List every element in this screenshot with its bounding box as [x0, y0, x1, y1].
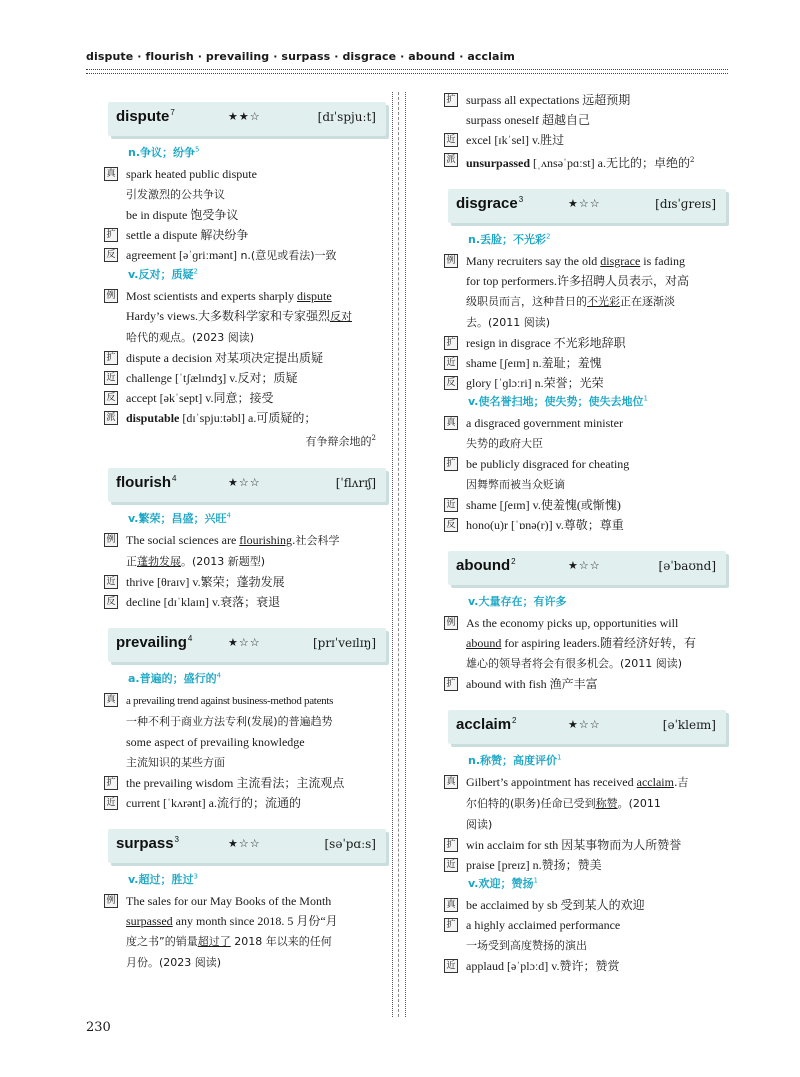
antonym-line: 反 hono(u)r [ˈɒnə(r)] v.尊敬；尊重 [444, 515, 724, 535]
sense-label: v.欢迎；赞扬$^1$ [468, 876, 538, 890]
difficulty-stars: ★☆☆ [568, 196, 601, 210]
headword: abound$^2$ [456, 556, 516, 574]
example-line: surpassed any month since 2018. 5 月份“月 [126, 913, 338, 928]
example-line: 哈代的观点。(2023 阅读) [126, 331, 255, 344]
entry-surpass-continued [444, 90, 724, 173]
entry-abound [444, 551, 724, 694]
tag-jin: 近 [444, 959, 458, 973]
example-line: 度之书”的销量超过了 2018 年以来的任何 [126, 934, 332, 948]
tag-zhen: 真 [444, 775, 458, 789]
example-line: 例 Most scientists and experts sharply dispute [104, 286, 384, 306]
sense-label: n.丢脸；不光彩$^2$ [468, 232, 551, 246]
tag-li: 例 [444, 254, 458, 268]
header-rule [86, 69, 728, 74]
sense-label: a.普遍的；盛行的$^4$ [128, 671, 222, 685]
tag-fan: 反 [444, 518, 458, 532]
phonetic: [səˈpɑːs] [324, 836, 376, 851]
difficulty-stars: ★☆☆ [228, 836, 261, 850]
extension-line: 扩 settle a dispute 解决纷争 [104, 225, 384, 245]
usage-line: 真 a prevailing trend against business-method patents [104, 690, 384, 711]
derivative-line: 派 disputable [dɪˈspjuːtəbl] a.可质疑的； [104, 408, 384, 428]
phonetic: [dɪsˈɡreɪs] [655, 196, 716, 211]
example-line: 例 The social sciences are flourishing.社会科学 [104, 530, 384, 551]
translation-line: 引发激烈的公共争议 [126, 188, 225, 201]
column-divider [392, 92, 406, 1017]
sense-label: v.超过；胜过$^3$ [128, 872, 198, 886]
usage-line: 阅读) [466, 817, 493, 831]
entry-disgrace [444, 189, 724, 535]
synonym-line: 近 current [ˈkʌrənt] a.流行的；流通的 [104, 793, 384, 813]
tag-jin: 近 [104, 575, 118, 589]
tag-fan: 反 [104, 391, 118, 405]
difficulty-stars: ★☆☆ [568, 558, 601, 572]
usage-line: some aspect of prevailing knowledge [126, 734, 305, 749]
headword: dispute$^7$ [116, 108, 175, 125]
example-line: 例 The sales for our May Books of the Month [104, 891, 384, 911]
synonym-line: 近 praise [preɪz] n.赞扬；赞美 [444, 855, 724, 875]
antonym-line: 反 decline [dɪˈklaɪn] v.衰落；衰退 [104, 592, 384, 612]
usage-line: 真 Gilbert’s appointment has received acclaim.吉 [444, 772, 724, 793]
headword: disgrace$^3$ [456, 194, 524, 212]
tag-jin: 近 [444, 858, 458, 872]
difficulty-stars: ★★☆ [228, 110, 261, 123]
extension-line: surpass oneself 超越自己 [466, 113, 590, 127]
tag-kuo: 扩 [104, 228, 118, 242]
headword: flourish$^4$ [116, 473, 177, 491]
tag-zhen: 真 [104, 167, 118, 181]
synonym-line: 近 challenge [ˈtʃælɪndʒ] v.反对；质疑 [104, 368, 384, 388]
entry-header [448, 710, 726, 744]
example-line: 例 Many recruiters say the old disgrace is fading [444, 251, 724, 271]
translation-line: 一场受到高度赞扬的演出 [466, 938, 587, 952]
tag-li: 例 [444, 616, 458, 630]
tag-fan: 反 [444, 376, 458, 390]
phonetic: [əˈkleɪm] [662, 717, 716, 732]
tag-jin: 近 [444, 356, 458, 370]
synonym-line: 近 shame [ʃeɪm] v.使羞愧(或惭愧) [444, 495, 724, 515]
antonym-line: 反 agreement [əˈɡriːmənt] n.(意见或看法)一致 [104, 245, 384, 266]
tag-zhen: 真 [104, 693, 118, 707]
sense-label: n.称赞；高度评价$^1$ [468, 753, 562, 767]
tag-zhen: 真 [444, 898, 458, 912]
example-line: 级职员而言，这种昔日的不光彩正在逐渐淡 [466, 294, 675, 308]
entry-header [108, 628, 386, 662]
tag-jin: 近 [444, 498, 458, 512]
entry-prevailing [104, 628, 384, 813]
entry-header [108, 102, 386, 136]
translation-line: 失势的政府大臣 [466, 436, 543, 450]
entry-header [448, 189, 726, 223]
translation-line: 因舞弊而被当众贬谪 [466, 477, 565, 491]
tag-fan: 反 [104, 595, 118, 609]
usage-line: 真 be acclaimed by sb 受到某人的欢迎 [444, 895, 724, 915]
antonym-line: 反 glory [ˈɡlɔːri] n.荣誉；光荣 [444, 373, 724, 393]
tag-kuo: 扩 [444, 918, 458, 932]
synonym-line: 近 shame [ʃeɪm] n.羞耻；羞愧 [444, 353, 724, 373]
tag-jin: 近 [444, 133, 458, 147]
extension-line: 扩 resign in disgrace 不光彩地辞职 [444, 333, 724, 353]
tag-fan: 反 [104, 248, 118, 262]
antonym-line: 反 accept [əkˈsept] v.同意；接受 [104, 388, 384, 408]
page-number: 230 [86, 1020, 111, 1035]
example-line: 正蓬勃发展。(2013 新题型) [126, 554, 266, 568]
tag-kuo: 扩 [444, 838, 458, 852]
tag-li: 例 [104, 533, 118, 547]
right-column [444, 90, 724, 976]
entry-flourish [104, 468, 384, 612]
extension-line: 扩 abound with fish 渔产丰富 [444, 674, 724, 694]
synonym-line: 近 thrive [θraɪv] v.繁荣；蓬勃发展 [104, 572, 384, 592]
entry-surpass [104, 829, 384, 973]
entry-header [108, 829, 386, 863]
example-line: 去。(2011 阅读) [466, 315, 551, 329]
derivative-line: 有争辩余地的$^2$ [305, 434, 376, 448]
phonetic: [dɪˈspjuːt] [317, 110, 376, 124]
tag-kuo: 扩 [444, 93, 458, 107]
tag-kuo: 扩 [444, 677, 458, 691]
synonym-line: 近 excel [ɪkˈsel] v.胜过 [444, 130, 724, 150]
tag-kuo: 扩 [444, 457, 458, 471]
difficulty-stars: ★☆☆ [228, 635, 261, 649]
example-line: 月份。(2023 阅读) [126, 955, 222, 969]
tag-li: 例 [104, 894, 118, 908]
tag-kuo: 扩 [444, 336, 458, 350]
sense-label: v.使名誉扫地；使失势；使失去地位$^1$ [468, 394, 648, 408]
tag-kuo: 扩 [104, 776, 118, 790]
synonym-line: 近 applaud [əˈplɔːd] v.赞许；赞赏 [444, 956, 724, 976]
headword: prevailing$^4$ [116, 633, 193, 651]
left-column [104, 90, 384, 973]
usage-line: 尔伯特的(职务)任命已受到称赞。(2011 [466, 796, 661, 810]
extension-line: 扩 dispute a decision 对某项决定提出质疑 [104, 348, 384, 368]
example-line: for top performers.许多招聘人员表示，对高 [466, 273, 689, 288]
tag-li: 例 [104, 289, 118, 303]
example-line: Hardy’s views.大多数科学家和专家强烈反对 [126, 309, 352, 323]
tag-kuo: 扩 [104, 351, 118, 365]
tag-pai: 派 [444, 153, 458, 167]
phonetic: [əˈbaʊnd] [658, 558, 716, 573]
extension-line: 扩 be publicly disgraced for cheating [444, 454, 724, 474]
extension-line: 扩 surpass all expectations 远超预期 [444, 90, 724, 110]
headword: acclaim$^2$ [456, 715, 517, 733]
phonetic: [prɪˈveɪlɪŋ] [312, 635, 376, 650]
entry-header [108, 468, 386, 502]
entry-dispute [104, 102, 384, 452]
phonetic: [ˈflʌrɪʃ] [335, 475, 376, 490]
translation-line: 一种不利于商业方法专利(发展)的普遍趋势 [126, 714, 333, 728]
example-line: 雄心的领导者将会有很多机会。(2011 阅读) [466, 656, 683, 670]
difficulty-stars: ★☆☆ [228, 475, 261, 489]
running-head: dispute · flourish · prevailing · surpass · disgrace · abound · acclaim [86, 50, 515, 63]
difficulty-stars: ★☆☆ [568, 717, 601, 731]
extension-line: 扩 the prevailing wisdom 主流看法；主流观点 [104, 773, 384, 793]
tag-jin: 近 [104, 371, 118, 385]
sense-label: v.繁荣；昌盛；兴旺$^4$ [128, 511, 231, 525]
sense-label: v.大量存在；有许多 [468, 594, 567, 608]
example-line: abound for aspiring leaders.随着经济好转，有 [466, 635, 696, 650]
example-line: 例 As the economy picks up, opportunities will [444, 613, 724, 633]
entry-acclaim [444, 710, 724, 976]
headword: surpass$^3$ [116, 834, 179, 852]
entry-header [448, 551, 726, 585]
usage-line: 真 a disgraced government minister [444, 413, 724, 433]
extension-line: 扩 win acclaim for sth 因某事物而为人所赞誉 [444, 835, 724, 855]
usage-line: 真 spark heated public dispute [104, 164, 384, 184]
translation-line: 主流知识的某些方面 [126, 755, 225, 769]
sense-label: n.争议；纷争$^5$ [128, 145, 200, 159]
tag-zhen: 真 [444, 416, 458, 430]
tag-pai: 派 [104, 411, 118, 425]
extension-line: 扩 a highly acclaimed performance [444, 915, 724, 935]
usage-line: be in dispute 饱受争议 [126, 208, 239, 222]
derivative-line: 派 unsurpassed [ˌʌnsəˈpɑːst] a.无比的；卓绝的$^2$ [444, 150, 724, 173]
sense-label: v.反对；质疑$^2$ [128, 267, 198, 281]
tag-jin: 近 [104, 796, 118, 810]
